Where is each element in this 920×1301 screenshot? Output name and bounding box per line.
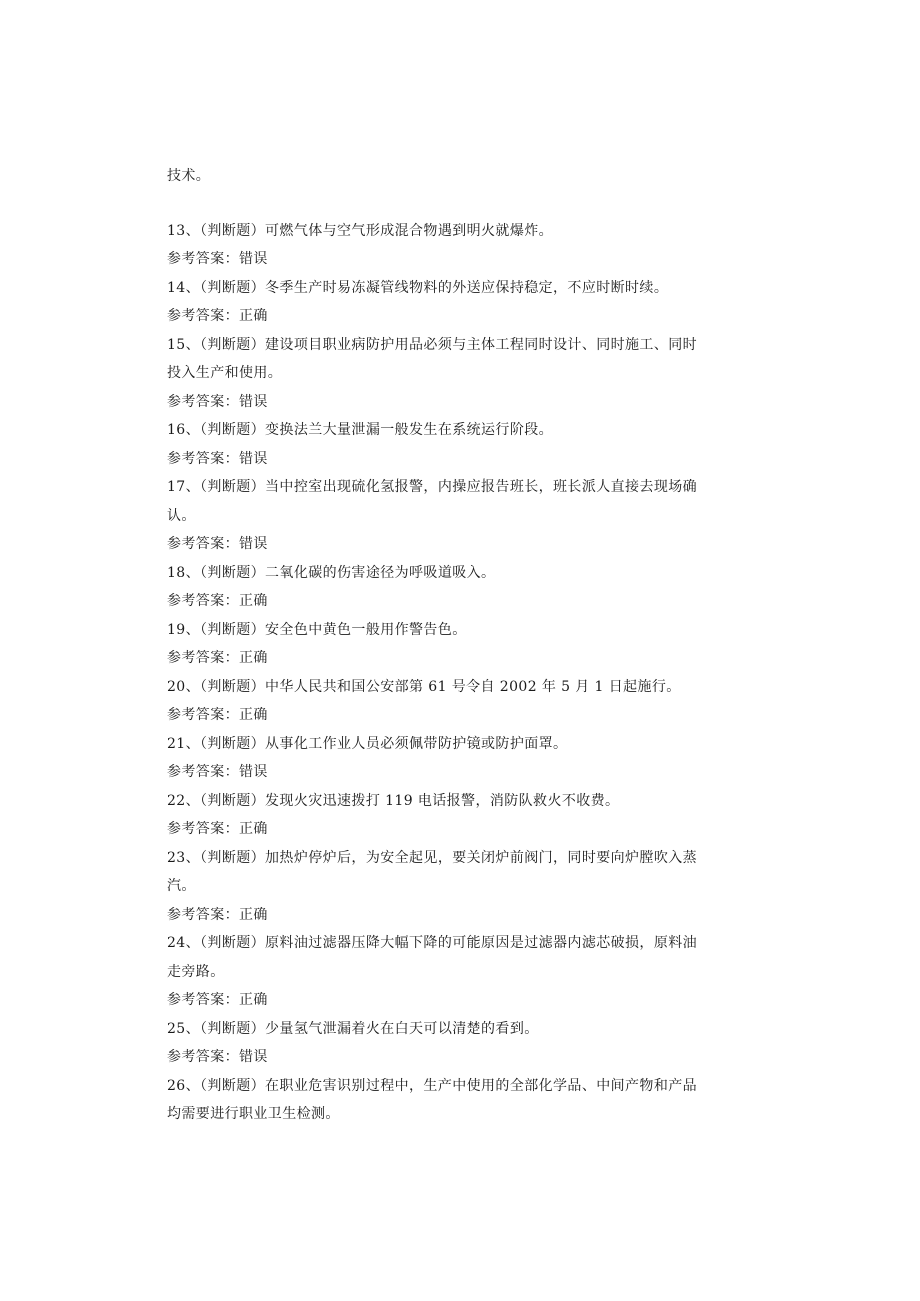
number-separator: 、 bbox=[185, 792, 201, 809]
question-text-continued: 均需要进行职业卫生检测。 bbox=[167, 1106, 340, 1122]
question-text: 中华人民共和国公安部第 61 号令自 2002 年 5 月 1 日起施行。 bbox=[265, 678, 681, 695]
answer-label: 参考答案： bbox=[167, 821, 239, 837]
answer-line bbox=[167, 245, 747, 274]
answer-label: 参考答案： bbox=[167, 650, 239, 666]
answer-value: 正确 bbox=[239, 821, 268, 837]
answer-label: 参考答案： bbox=[167, 593, 239, 609]
answer-line bbox=[167, 445, 747, 474]
question-number: 19 bbox=[167, 621, 186, 638]
question-text: 从事化工作业人员必须佩带防护镜或防护面罩。 bbox=[265, 735, 568, 752]
question-type: （判断题） bbox=[200, 564, 266, 581]
question-text: 可燃气体与空气形成混合物遇到明火就爆炸。 bbox=[265, 222, 554, 239]
question-number: 20 bbox=[167, 678, 186, 695]
question-text: 原料油过滤器压降大幅下降的可能原因是过滤器内滤芯破损，原料油 bbox=[265, 935, 698, 951]
question-20 bbox=[167, 673, 747, 702]
question-24 bbox=[167, 929, 747, 958]
answer-label: 参考答案： bbox=[167, 764, 239, 780]
question-23 bbox=[167, 844, 747, 873]
question-number: 24 bbox=[167, 935, 186, 951]
answer-value: 正确 bbox=[239, 593, 268, 609]
question-text: 当中控室出现硫化氢报警，内操应报告班长，班长派人直接去现场确 bbox=[265, 479, 698, 495]
number-separator: 、 bbox=[185, 849, 201, 866]
question-type: （判断题） bbox=[200, 735, 266, 752]
answer-label: 参考答案： bbox=[167, 251, 239, 267]
question-text-continued: 走旁路。 bbox=[167, 963, 225, 980]
question-number: 26 bbox=[167, 1077, 186, 1094]
number-separator: 、 bbox=[185, 935, 201, 951]
number-separator: 、 bbox=[185, 1077, 201, 1094]
question-26 bbox=[167, 1072, 747, 1101]
question-number: 17 bbox=[167, 479, 186, 495]
answer-line bbox=[167, 986, 747, 1015]
answer-label: 参考答案： bbox=[167, 1049, 239, 1065]
answer-label: 参考答案： bbox=[167, 308, 239, 324]
answer-line bbox=[167, 1043, 747, 1072]
question-type: （判断题） bbox=[200, 422, 266, 438]
answer-line bbox=[167, 388, 747, 417]
paragraph-gap bbox=[167, 191, 747, 217]
question-type: （判断题） bbox=[200, 935, 266, 951]
answer-line bbox=[167, 815, 747, 844]
question-text-continued: 汽。 bbox=[167, 878, 196, 894]
question-15 bbox=[167, 331, 747, 360]
answer-label: 参考答案： bbox=[167, 536, 239, 552]
question-18 bbox=[167, 559, 747, 588]
question-number: 22 bbox=[167, 792, 186, 809]
question-number: 23 bbox=[167, 849, 186, 866]
question-number: 13 bbox=[167, 222, 186, 239]
answer-label: 参考答案： bbox=[167, 393, 239, 410]
number-separator: 、 bbox=[185, 422, 201, 438]
question-type: （判断题） bbox=[200, 222, 266, 239]
question-text-continued: 投入生产和使用。 bbox=[167, 365, 283, 381]
question-text-continued: 认。 bbox=[167, 507, 196, 524]
question-14 bbox=[167, 274, 747, 303]
question-13 bbox=[167, 217, 747, 246]
question-16 bbox=[167, 416, 747, 445]
question-text: 冬季生产时易冻凝管线物料的外送应保持稳定，不应时断时续。 bbox=[265, 279, 669, 296]
question-17 bbox=[167, 473, 747, 502]
question-type: （判断题） bbox=[200, 1077, 266, 1094]
answer-label: 参考答案： bbox=[167, 707, 239, 723]
answer-line bbox=[167, 302, 747, 331]
question-type: （判断题） bbox=[200, 678, 266, 695]
question-text: 在职业危害识别过程中，生产中使用的全部化学品、中间产物和产品 bbox=[265, 1077, 698, 1094]
question-type: （判断题） bbox=[200, 621, 266, 638]
question-number: 21 bbox=[167, 735, 186, 752]
answer-label: 参考答案： bbox=[167, 450, 239, 467]
question-22 bbox=[167, 787, 747, 816]
question-text: 少量氢气泄漏着火在白天可以清楚的看到。 bbox=[265, 1020, 539, 1037]
question-number: 16 bbox=[167, 422, 186, 438]
answer-value: 错误 bbox=[239, 764, 268, 780]
answer-value: 正确 bbox=[239, 650, 268, 666]
answer-value: 正确 bbox=[239, 308, 268, 324]
question-number: 18 bbox=[167, 564, 186, 581]
question-type: （判断题） bbox=[200, 849, 266, 866]
number-separator: 、 bbox=[185, 479, 201, 495]
continued-fragment: 技术。 bbox=[167, 168, 211, 184]
number-separator: 、 bbox=[185, 279, 201, 296]
question-text: 二氧化碳的伤害途径为呼吸道吸入。 bbox=[265, 564, 496, 581]
answer-value: 错误 bbox=[239, 450, 268, 467]
answer-line bbox=[167, 701, 747, 730]
question-25 bbox=[167, 1015, 747, 1044]
answer-value: 错误 bbox=[239, 1049, 268, 1065]
question-type: （判断题） bbox=[200, 336, 266, 353]
answer-line bbox=[167, 644, 747, 673]
question-type: （判断题） bbox=[200, 1020, 266, 1037]
answer-value: 错误 bbox=[239, 393, 268, 410]
question-text: 加热炉停炉后，为安全起见，要关闭炉前阀门，同时要向炉膛吹入蒸 bbox=[265, 849, 698, 866]
number-separator: 、 bbox=[185, 222, 201, 239]
question-number: 25 bbox=[167, 1020, 186, 1037]
answer-line bbox=[167, 530, 747, 559]
number-separator: 、 bbox=[185, 336, 201, 353]
answer-line bbox=[167, 758, 747, 787]
question-19 bbox=[167, 616, 747, 645]
number-separator: 、 bbox=[185, 735, 201, 752]
answer-label: 参考答案： bbox=[167, 906, 239, 923]
question-text: 建设项目职业病防护用品必须与主体工程同时设计、同时施工、同时 bbox=[265, 336, 698, 353]
answer-value: 正确 bbox=[239, 707, 268, 723]
question-21 bbox=[167, 730, 747, 759]
number-separator: 、 bbox=[185, 621, 201, 638]
number-separator: 、 bbox=[185, 564, 201, 581]
question-number: 15 bbox=[167, 336, 186, 353]
number-separator: 、 bbox=[185, 678, 201, 695]
answer-value: 错误 bbox=[239, 251, 268, 267]
answer-line bbox=[167, 587, 747, 616]
document-body bbox=[167, 162, 747, 1129]
question-text: 发现火灾迅速拨打 119 电话报警，消防队救火不收费。 bbox=[265, 792, 620, 809]
answer-value: 错误 bbox=[239, 536, 268, 552]
question-number: 14 bbox=[167, 279, 186, 296]
question-text: 变换法兰大量泄漏一般发生在系统运行阶段。 bbox=[265, 422, 554, 438]
question-type: （判断题） bbox=[200, 479, 266, 495]
answer-label: 参考答案： bbox=[167, 992, 239, 1008]
number-separator: 、 bbox=[185, 1020, 201, 1037]
question-type: （判断题） bbox=[200, 279, 266, 296]
answer-value: 正确 bbox=[239, 906, 268, 923]
question-type: （判断题） bbox=[200, 792, 266, 809]
answer-line bbox=[167, 901, 747, 930]
answer-value: 正确 bbox=[239, 992, 268, 1008]
question-text: 安全色中黄色一般用作警告色。 bbox=[265, 621, 467, 638]
